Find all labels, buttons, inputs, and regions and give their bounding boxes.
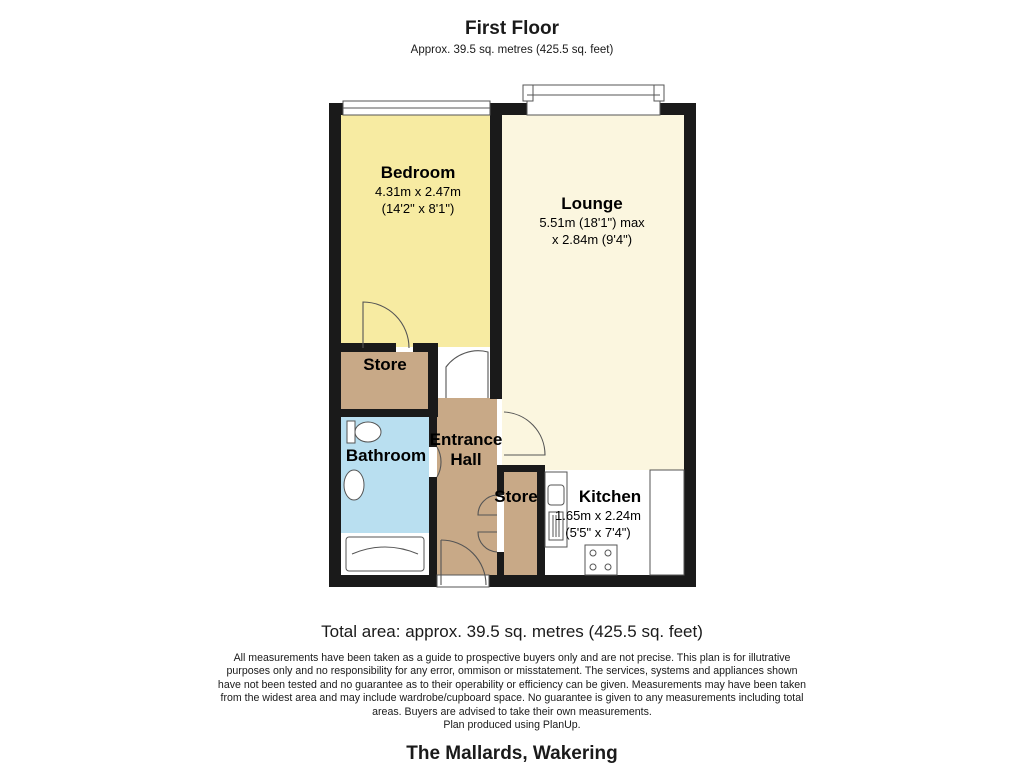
lounge-dim1: 5.51m (18'1") max bbox=[539, 215, 645, 230]
basin-icon bbox=[344, 470, 364, 500]
disclaimer-line: All measurements have been taken as a guide to prospective buyers only and are not precise. This plan is for illutrative bbox=[233, 652, 791, 664]
bedroom-dim1: 4.31m x 2.47m bbox=[375, 184, 461, 199]
bedroom-store-name: Store bbox=[363, 355, 407, 374]
total-area: Total area: approx. 39.5 sq. metres (425.5 sq. feet) bbox=[321, 622, 703, 641]
hall-store-name: Store bbox=[494, 487, 538, 506]
floor-title: First Floor bbox=[465, 18, 559, 39]
kitchen-name: Kitchen bbox=[578, 487, 642, 506]
disclaimer-line: areas. Buyers are advised to take their own measurements. bbox=[372, 705, 652, 718]
bath-tub-icon bbox=[346, 537, 424, 571]
kitchen-cupboard bbox=[650, 470, 684, 575]
bedroom-name: Bedroom bbox=[380, 163, 456, 182]
toilet-bowl-icon bbox=[355, 422, 381, 442]
bedroom-area bbox=[341, 115, 495, 347]
property-address: The Mallards, Wakering bbox=[406, 743, 618, 764]
kitchen-dim1: 1.65m x 2.24m bbox=[555, 508, 641, 523]
disclaimer bbox=[172, 652, 852, 732]
entrance-hall-line2: Hall bbox=[450, 450, 482, 469]
sink-icon bbox=[548, 485, 564, 505]
lounge-dim2: x 2.84m (9'4") bbox=[551, 232, 633, 247]
bathroom-name: Bathroom bbox=[345, 446, 427, 465]
produced-by: Plan produced using PlanUp. bbox=[443, 719, 581, 732]
hob-icon bbox=[585, 545, 617, 575]
entrance-hall-line1: Entrance bbox=[429, 430, 503, 449]
hall-store-area bbox=[504, 470, 537, 575]
bedroom-dim2: (14'2" x 8'1") bbox=[381, 201, 455, 216]
floor-area: Approx. 39.5 sq. metres (425.5 sq. feet) bbox=[410, 44, 614, 56]
disclaimer-line: have not been tested and no guarantee as to their operability or efficiency can be given. Measurements may have been taken bbox=[217, 678, 807, 691]
lounge-name: Lounge bbox=[561, 194, 623, 213]
disclaimer-line: from the widest area and may include wardrobe/cupboard space. No guarantee is given to any measurements including total bbox=[220, 692, 804, 705]
toilet-cistern-icon bbox=[347, 421, 355, 443]
entrance-hall-area bbox=[437, 398, 497, 578]
disclaimer-line: purposes only and no responsibility for any error, ommison or misstatement. The services, systems and appliances shown bbox=[226, 665, 798, 678]
kitchen-dim2: (5'5" x 7'4") bbox=[565, 525, 631, 540]
